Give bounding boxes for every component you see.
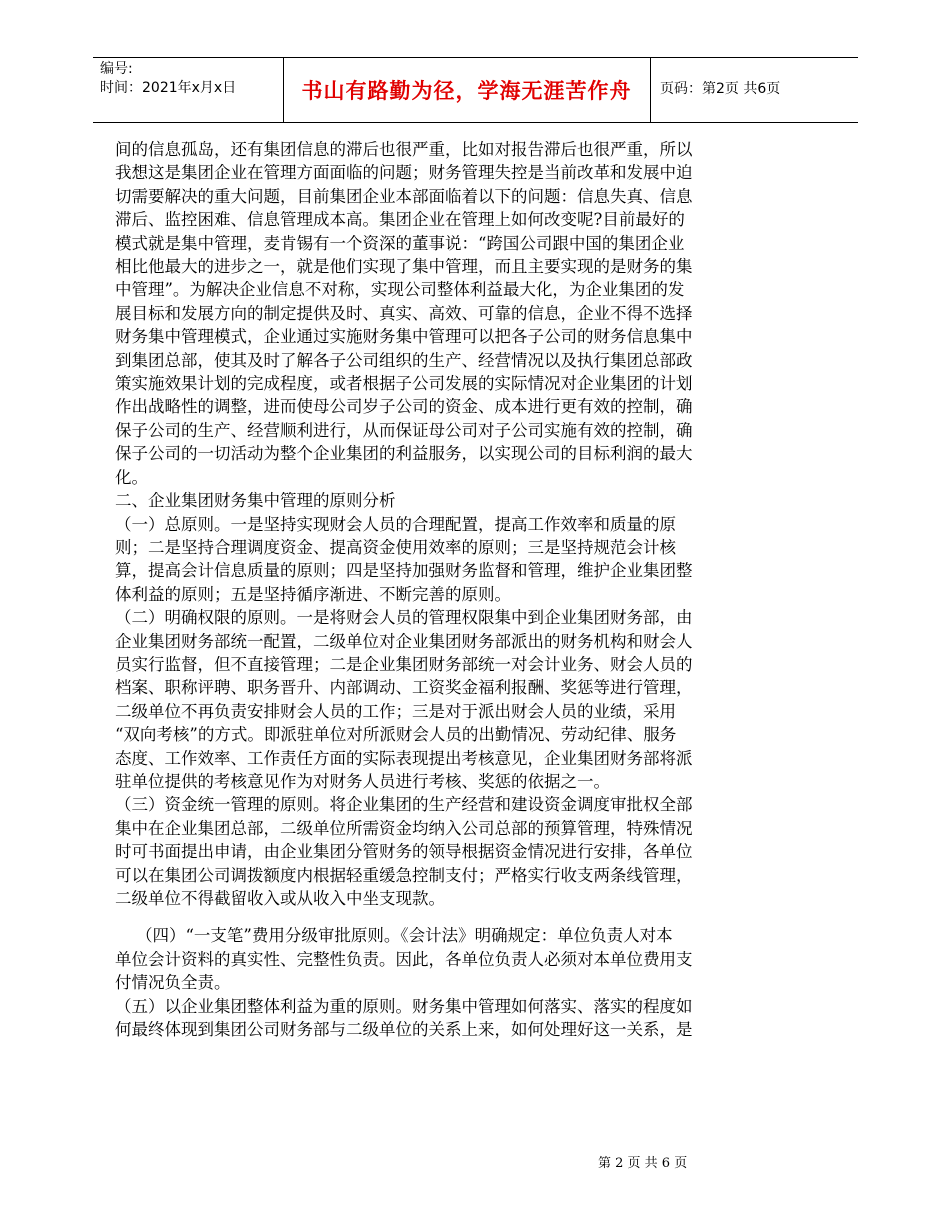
document-body [115,138,775,1041]
header-divider-right [650,57,651,122]
header-page-info: 页码：第2页 共6页 [660,81,781,97]
header-bottom-rule [93,122,858,123]
paragraph-intro-continued: 间的信息孤岛，还有集团信息的滞后也很严重，比如对报告滞后也很严重，所以 我想这是集团企业在管理方面面临的问题；财务管理失控是当前改革和发展中迫 切需要解决的重大问题，目前集团企业本部面临着以下的问题：信息失真、信息 滞后、监控困难、信息管理成本高。集团企业在管理上如何改变呢?目前最好的 模式就是集中管理，麦肯锡有一个资深的董事说：“跨国公司跟中国的集团企业 相比他最大的进步之一，就是他们实现了集中管理，而且主要实现的是财务的集 中管理”。为解决企业信息不对称，实现公司整体利益最大化，为企业集团的发 展目标和发展方向的制定提供及时、真实、高效、可靠的信息，企业不得不选择 财务集中管理模式，企业通过实施财务集中管理可以把各子公司的财务信息集中 到集团总部，使其及时了解各子公司组织的生产、经营情况以及执行集团总部政 策实施效果计划的完成程度，或者根据子公司发展的实际情况对企业集团的计划 作出战略性的调整，进而使母公司岁子公司的资金、成本进行更有效的控制，确 保子公司的生产、经营顺利进行，从而保证母公司对子公司实施有效的控制，确 保子公司的一切活动为整个企业集团的利益服务，以实现公司的目标利润的最大 化。 [115,140,693,487]
header-meta [100,60,236,98]
paragraph-principle-1: （一）总原则。一是坚持实现财会人员的合理配置，提高工作效率和质量的原 则；二是坚持合理调度资金、提高资金使用效率的原则；三是坚持规范会计核 算，提高会计信息质量的原则；四是坚持加强财务监督和管理，维护企业集团整 体利益的原则；五是坚持循序渐进、不断完善的原则。 [115,514,693,604]
section-heading: 二、企业集团财务集中管理的原则分析 [115,491,396,511]
paragraph-principle-2: （二）明确权限的原则。一是将财会人员的管理权限集中到企业集团财务部，由 企业集团财务部统一配置，二级单位对企业集团财务部派出的财务机构和财会人 员实行监督，但不直接管理；二是企业集团财务部统一对会计业务、财会人员的 档案、职称评聘、职务晋升、内部调动、工资奖金福利报酬、奖惩等进行管理， 二级单位不再负责安排财会人员的工作；三是对于派出财会人员的业绩，采用 “双向考核”的方式。即派驻单位对所派财会人员的出勤情况、劳动纪律、服务 态度、工作效率、工作责任方面的实际表现提出考核意见，企业集团财务部将派 驻单位提供的考核意见作为对财务人员进行考核、奖惩的依据之一。 [115,608,693,791]
paragraph-principle-4: （四）“一支笔”费用分级审批原则。《会计法》明确规定：单位负责人对本 单位会计资料的真实性、完整性负责。因此，各单位负责人必须对本单位费用支 付情况负全责。 [115,926,693,993]
paragraph-principle-5: （五）以企业集团整体利益为重的原则。财务集中管理如何落实、落实的程度如 何最终体现到集团公司财务部与二级单位的关系上来，如何处理好这一关系，是 [115,996,693,1040]
header-top-rule [93,57,858,58]
paragraph-principle-3: （三）资金统一管理的原则。将企业集团的生产经营和建设资金调度审批权全部 集中在企业集团总部，二级单位所需资金均纳入公司总部的预算管理，特殊情况 时可书面提出申请，由企业集团分管财务的领导根据资金情况进行安排，各单位 可以在集团公司调拨额度内根据轻重缓急控制支付；严格实行收支两条线管理， 二级单位不得截留收入或从收入中坐支现款。 [115,795,693,908]
page-footer: 第 2 页 共 6 页 [598,1156,688,1171]
document-number-label: 编号: [100,61,133,77]
document-time-label: 时间：2021年x月x日 [100,80,237,96]
header-motto: 书山有路勤为径，学海无涯苦作舟 [301,79,632,103]
